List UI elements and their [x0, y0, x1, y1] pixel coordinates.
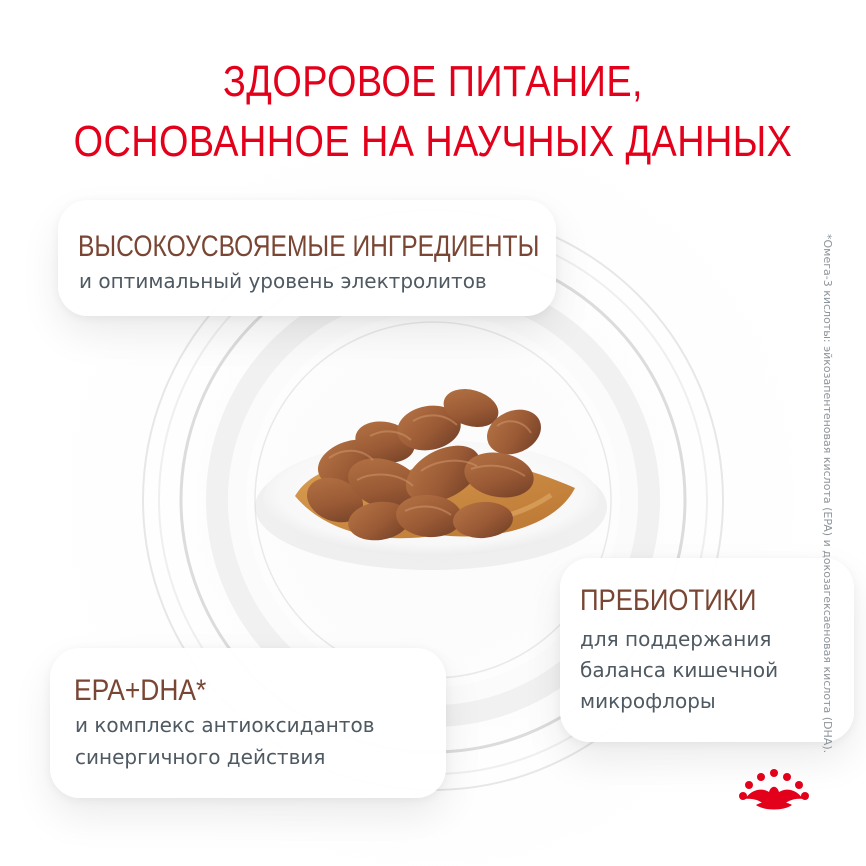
- food-bowl-icon: [245, 370, 617, 590]
- benefit-title: ВЫСОКОУСВОЯЕМЫЕ ИНГРЕДИЕНТЫ: [78, 230, 540, 263]
- benefit-description: и оптимальный уровень электролитов: [79, 269, 487, 293]
- headline-line-1: ЗДОРОВОЕ ПИТАНИЕ,: [222, 57, 644, 106]
- benefit-card-prebiotics: [560, 558, 854, 742]
- headline-line-2: ОСНОВАННОЕ НА НАУЧНЫХ ДАННЫХ: [73, 117, 793, 166]
- benefit-title: EPA+DHA*: [74, 674, 207, 707]
- benefit-title: ПРЕБИОТИКИ: [580, 584, 757, 617]
- vertical-footnote: *Омега-3 кислоты: эйкозапентеновая кислота (EPA) и докозагексаеновая кислота (DHA).: [821, 234, 834, 754]
- benefit-description: для поддержания баланса кишечной микрофлоры: [580, 627, 779, 713]
- crown-icon: [735, 765, 813, 813]
- headline: [0, 52, 866, 172]
- benefit-card-epa-dha: [50, 648, 446, 798]
- benefit-card-ingredients: [58, 200, 556, 316]
- benefit-description: и комплекс антиоксидантов синергичного действия: [75, 713, 375, 769]
